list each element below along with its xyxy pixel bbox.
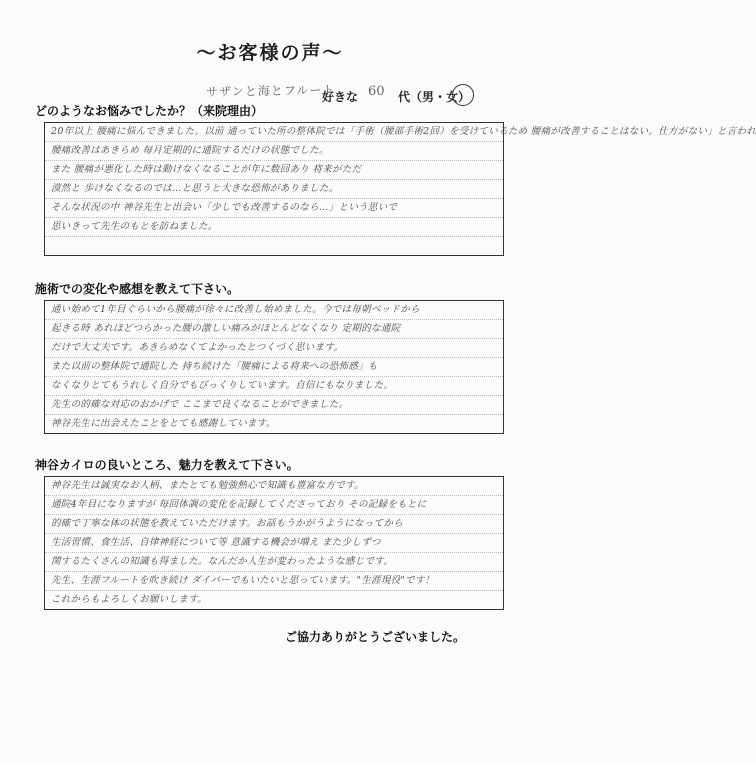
answer-line: 腰痛改善はあきらめ 毎月定期的に通院するだけの状態でした。 xyxy=(45,142,503,161)
answer-line: また 腰痛が悪化した時は動けなくなることが年に数回あり 将来がただ xyxy=(45,161,503,180)
answer-line: 漠然と 歩けなくなるのでは…と思うと大きな恐怖がありました。 xyxy=(45,180,503,199)
answer-line: なくなりとてもうれしく自分でもびっくりしています。自信にもなりました。 xyxy=(45,377,503,396)
answer-line: 神谷先生に出会えたことをとても感謝しています。 xyxy=(51,418,276,429)
answer-line: 生活習慣、食生活、自律神経について等 意識する機会が増え また少しずつ xyxy=(45,534,503,553)
answer-line-blank xyxy=(45,237,503,255)
answer-line: また以前の整体院で通院した 持ち続けた「腰痛による将来への恐怖感」も xyxy=(45,358,503,377)
thanks-message: ご協力ありがとうございました。 xyxy=(284,630,465,644)
answer-box-reason xyxy=(44,122,756,256)
answer-line: 起きる時 あれほどつらかった腰の激しい痛みがほとんどなくなり 定期的な通院 xyxy=(45,320,503,339)
answer-line: そんな状況の中 神谷先生と出会い「少しでも改善するのなら…」という思いで xyxy=(45,199,503,218)
answer-line: 思いきって先生のもとを訪ねました。 xyxy=(45,218,503,237)
answer-line: 通い始めて1年目ぐらいから腰痛が徐々に改善し始めました。今では毎朝ベッドから xyxy=(45,301,503,320)
answer-line: 的確で丁寧な体の状態を教えていただけます。お話もうかがうようになってから xyxy=(45,515,503,534)
question-reason: どのようなお悩みでしたか？（来院理由） xyxy=(35,104,264,118)
answer-line: だけで大丈夫です。あきらめなくてよかったとつくづく思います。 xyxy=(45,339,503,358)
answer-line: 先生、生涯フルートを吹き続け ダイバーでもいたいと思っています。"生涯現役"です！ xyxy=(45,572,503,591)
age-handwritten: 60 xyxy=(368,84,385,99)
answer-line: 先生の的確な対応のおかげで ここまで良くなることができました。 xyxy=(45,396,503,415)
answer-line: 神谷先生は誠実なお人柄、またとても勉強熱心で知識も豊富な方です。 xyxy=(45,477,503,496)
age-label: 代（男・女） xyxy=(398,90,471,104)
answer-line: 関するたくさんの知識も得ました。なんだか人生が変わったような感じです。 xyxy=(45,553,503,572)
answer-box-appeal xyxy=(44,476,504,610)
hobby-handwritten: サザンと海とフルート xyxy=(205,82,336,100)
answer-line: これからもよろしくお願いします。 xyxy=(51,594,208,605)
question-appeal: 神谷カイロの良いところ、魅力を教えて下さい。 xyxy=(35,458,299,472)
question-changes: 施術での変化や感想を教えて下さい。 xyxy=(35,282,240,296)
answer-line: 20年以上 腰痛に悩んできました。以前 通っていた所の整体院では「手術（腰部手術2回）を受けているため 腰痛が改善することはない。仕方がない」と言われ xyxy=(45,123,503,142)
gender-selection-circle xyxy=(452,84,474,106)
answer-line: 通院4年目になりますが 毎回体調の変化を記録してくださっており その記録をもとに xyxy=(45,496,503,515)
page-title: 〜お客様の声〜 xyxy=(196,42,344,64)
answer-box-changes xyxy=(44,300,504,434)
hobby-label: 好きな xyxy=(322,90,359,104)
